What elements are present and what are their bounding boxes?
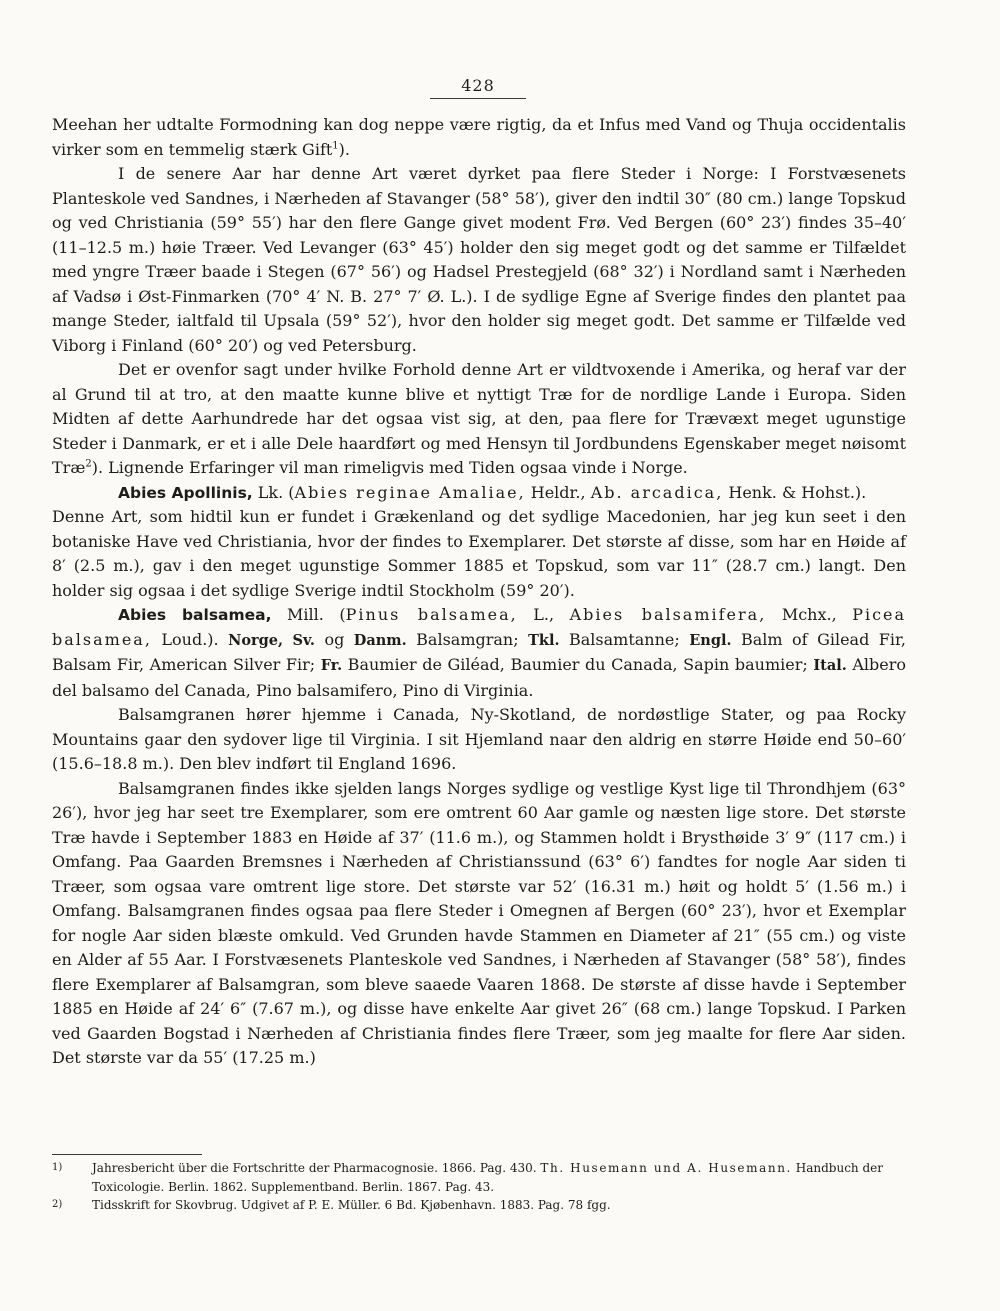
paragraph-cultivation-norway: I de senere Aar har denne Art været dyrket paa flere Steder i Norge: I Forstvæsenets Planteskole ved Sandnes, i Nærheden af Stavanger (58° 58′), giver den indtil 30″ (80 cm.) lange Topskud og ved Christiania (59° 55′) har den flere Gange givet modent Frø. Ved Bergen (60° 23′) findes 35–40′ (11–12.5 m.) høie Træer. Ved Levanger (63° 45′) holder den sig meget godt og det samme er Tilfældet med yngre Træer baade i Stegen (67° 56′) og Hadsel Prestegjeld (68° 32′) i Nordland samt i Nærheden af Vadsø i Øst-Finmarken (70° 4′ N. B. 27° 7′ Ø. L.). I de sydlige Egne af Sverige findes den plantet paa mange Steder, ialtfald til Upsala (59° 52′), hvor den holder sig meget godt. Det samme er Tilfælde ved Viborg i Finland (60° 20′) og ved Petersburg. — [52, 164, 906, 355]
paragraph-balsamea-native: Balsamgranen hører hjemme i Canada, Ny-Skotland, de nordøstlige Stater, og paa Rocky Mountains gaar den sydover lige til Virginia. I sit Hjemland naar den aldrig en større Høide end 50–60′ (15.6–18.8 m.). Den blev indført til England 1696. — [52, 705, 906, 773]
paragraph-balsamea-norway: Balsamgranen findes ikke sjelden langs Norges sydlige og vestlige Kyst lige til Throndhjem (63° 26′), hvor jeg har seet tre Exemplarer, som ere omtrent 60 Aar gamle og næsten lige store. Det største Træ havde i September 1883 en Høide af 37′ (11.6 m.), og Stammen holdt i Brysthøide 3′ 9″ (117 cm.) i Omfang. Paa Gaarden Bremsnes i Nærheden af Christianssund (63° 6′) fandtes for nogle Aar siden ti Træer, som ogsaa vare omtrent lige store. Det største var 52′ (16.31 m.) høit og holdt 5′ (1.56 m.) i Omfang. Balsamgranen findes ogsaa paa flere Steder i Omegnen af Bergen (60° 23′), hvor et Exemplar for nogle Aar siden blæste omkuld. Ved Grunden havde Stammen en Diameter af 21″ (55 cm.) og viste en Alder af 55 Aar. I Forstvæsenets Planteskole ved Sandnes, i Nærheden af Stavanger (58° 58′), findes flere Exemplarer af Balsamgran, som bleve saaede Vaaren 1868. De største af disse havde i September 1885 en Høide af 24′ 6″ (7.67 m.), og disse have enkelte Aar givet 26″ (68 cm.) lange Topskud. I Parken ved Gaarden Bogstad i Nærheden af Christiania findes flere Træer, som jeg maalte for flere Aar siden. Det største var da 55′ (17.25 m.) — [52, 778, 906, 1067]
footnote-text: Tidsskrift for Skovbrug. Udgivet af P. E. Müller. 6 Bd. Kjøbenhavn. 1883. Pag. 78 fgg. — [92, 1198, 611, 1212]
text-span: og — [314, 629, 354, 649]
author: Henk. & Hohst.). — [723, 482, 867, 502]
footnote-1 — [52, 1159, 906, 1196]
synonym: Picea balsamea, — [52, 605, 907, 649]
language-label: Ital. — [813, 657, 847, 674]
text-span: Handbuch der Toxicologie. Berlin. 1862. Supplementband. Berlin. 1867. Pag. 43. — [92, 1161, 883, 1194]
footnote-text — [92, 1159, 906, 1196]
species-name: Abies balsamea, — [118, 606, 272, 624]
language-label: Danm. — [353, 631, 407, 649]
common-name: Balm of Gilead Fir, Balsam Fir, American Silver Fir; — [52, 629, 907, 674]
paragraph-apollinis: Denne Art, som hidtil kun er fundet i Grækenland og det sydlige Macedonien, har jeg kun seet i den botaniske Have ved Christiania, hvor der findes to Exemplarer. Det største af disse, som har en Høide af 8′ (2.5 m.), gav i den meget ugunstige Sommer 1885 et Topskud, som var 11″ (28.7 cm.) langt. Den holder sig ogsaa i det sydlige Sverige indtil Stockholm (59° 20′). — [52, 507, 906, 600]
text-span: Det er ovenfor sagt under hvilke Forhold denne Art er vildtvoxende i Amerika, og heraf var der al Grund til at tro, at den maatte kunne blive et nyttigt Træ for de nordlige Lande i Europa. Siden Midten af dette Aarhundrede har det ogsaa vist sig, at den, paa flere for Trævæxt meget ugunstige Steder i Danmark, er et i alle Dele haardført og med Hensyn til Jordbundens Egenskaber meget nøisomt Træ — [52, 360, 906, 477]
common-name: Baumier de Giléad, Baumier du Canada, Sapin baumier; — [342, 655, 814, 674]
synonym: Pinus balsamea, — [345, 605, 518, 624]
author: L., — [517, 605, 570, 624]
language-label: Tkl. — [528, 631, 560, 649]
footnote-divider — [52, 1154, 202, 1155]
paragraph-thuja — [52, 113, 906, 162]
author: Lk. ( — [252, 482, 295, 502]
page-number: 428 — [430, 76, 526, 99]
species-heading-apollinis — [52, 481, 906, 506]
text-span: ). Lignende Erfaringer vil man rimeligvis med Tiden ogsaa vinde i Norge. — [91, 458, 688, 477]
author-names: Th. Husemann und A. Husemann. — [540, 1161, 792, 1175]
author: Mill. ( — [271, 605, 346, 624]
species-name: Abies Apollinis, — [118, 483, 253, 502]
synonym: Abies reginae Amaliae, — [294, 482, 526, 502]
common-name: Balsamgran; — [406, 629, 529, 649]
footnote-ref-2[interactable]: 2 — [85, 458, 92, 470]
footnote-2 — [52, 1196, 906, 1215]
paragraph-europe — [52, 358, 906, 481]
footnotes — [52, 1154, 906, 1215]
language-label: Fr. — [320, 657, 343, 674]
synonym: Abies balsamifera, — [569, 605, 767, 624]
common-name: Albero del balsamo del Canada, Pino balsamifero, Pino di Virginia. — [52, 655, 907, 700]
body-text — [52, 113, 906, 1071]
text-span: Jahresbericht über die Fortschritte der Pharmacognosie. 1866. Pag. 430. — [92, 1161, 541, 1175]
footnote-mark: 1) — [52, 1162, 63, 1173]
language-label: Norge, Sv. — [228, 631, 315, 649]
language-label: Engl. — [689, 631, 732, 649]
footnote-ref-1[interactable]: 1 — [332, 140, 339, 152]
synonym: Ab. arcadica, — [590, 482, 724, 502]
author: Mchx., — [766, 605, 853, 624]
species-heading-balsamea — [52, 603, 906, 703]
text-span: Meehan her udtalte Formodning kan dog neppe være rigtig, da et Infus med Vand og Thuja occidentalis virker som en temmelig stærk Gift — [52, 115, 906, 159]
author: Loud.). — [151, 629, 229, 649]
text-span: ). — [338, 139, 350, 159]
author: Heldr., — [525, 482, 591, 502]
footnote-mark: 2) — [52, 1199, 63, 1210]
common-name: Balsamtanne; — [559, 629, 690, 649]
